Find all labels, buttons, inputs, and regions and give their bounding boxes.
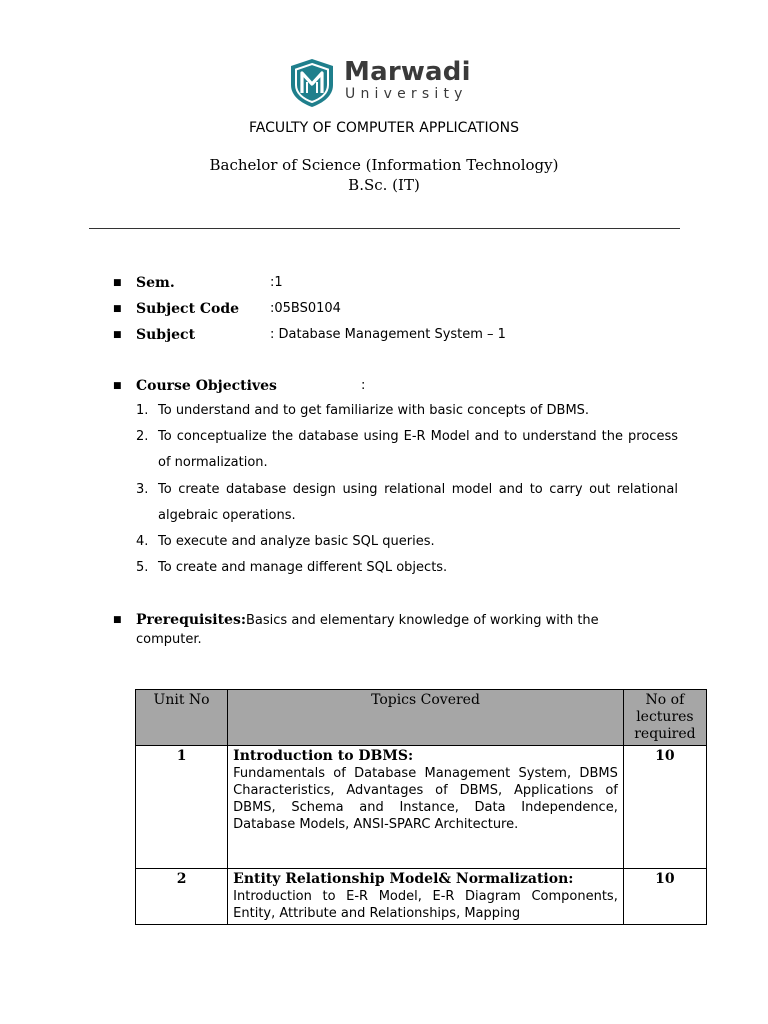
objective-item	[136, 398, 678, 424]
shield-logo-icon	[289, 58, 335, 108]
objective-text: To create database design using relational model and to carry out relational algebraic operations.	[158, 482, 678, 523]
unit-topics	[228, 746, 624, 869]
table-row	[136, 869, 707, 925]
sem-label: Sem.	[136, 275, 175, 291]
unit-description: Introduction to E-R Model, E-R Diagram Components, Entity, Attribute and Relationships, Mapping	[233, 889, 618, 921]
objectives-label: Course Objectives	[136, 378, 277, 394]
objective-item	[136, 477, 678, 529]
logo-name: Marwadi	[344, 57, 471, 87]
prerequisites	[136, 611, 636, 649]
objective-item	[136, 555, 678, 581]
subject-value: : Database Management System – 1	[270, 327, 506, 342]
bullet-icon: ■	[113, 278, 122, 288]
header-divider	[89, 228, 680, 229]
degree-title: Bachelor of Science (Information Technology)	[209, 156, 559, 174]
syllabus-table	[135, 689, 707, 925]
prerequisites-text: Basics and elementary knowledge of working with the computer.	[136, 613, 599, 647]
unit-title: Entity Relationship Model& Normalization:	[233, 871, 574, 887]
sem-value: :1	[270, 275, 283, 290]
objective-number: 3.	[136, 482, 149, 497]
faculty-title: FACULTY OF COMPUTER APPLICATIONS	[249, 120, 519, 136]
unit-description: Fundamentals of Database Management System, DBMS Characteristics, Advantages of DBMS, Applications of DBMS, Schema and Instance, Data Independence, Database Models, ANSI-SPARC Architecture.	[233, 766, 618, 832]
objective-text: To execute and analyze basic SQL queries.	[158, 534, 435, 549]
objective-text: To understand and to get familiarize with basic concepts of DBMS.	[158, 403, 590, 418]
university-logo	[289, 57, 489, 109]
objective-item	[136, 424, 678, 476]
objective-text: To conceptualize the database using E-R Model and to understand the process of normalization.	[158, 429, 678, 470]
subject-code-value: :05BS0104	[270, 301, 341, 316]
table-row	[136, 746, 707, 869]
objective-number: 5.	[136, 560, 149, 575]
objective-number: 4.	[136, 534, 149, 549]
header-lectures-required: No of lectures required	[623, 690, 706, 746]
unit-number: 1	[136, 746, 228, 869]
objective-number: 2.	[136, 429, 149, 444]
table-header-row	[136, 690, 707, 746]
degree-abbreviation: B.Sc. (IT)	[348, 176, 420, 194]
unit-number: 2	[136, 869, 228, 925]
objectives-colon: :	[361, 378, 366, 393]
unit-topics	[228, 869, 624, 925]
subject-code-label: Subject Code	[136, 301, 240, 317]
header-topics-covered: Topics Covered	[228, 690, 624, 746]
unit-title: Introduction to DBMS:	[233, 748, 414, 764]
unit-lectures: 10	[623, 746, 706, 869]
objective-text: To create and manage different SQL objects.	[158, 560, 448, 575]
objective-item	[136, 529, 678, 555]
unit-lectures: 10	[623, 869, 706, 925]
prerequisites-label: Prerequisites:	[136, 612, 247, 628]
bullet-icon: ■	[113, 304, 122, 314]
bullet-icon: ■	[113, 330, 122, 340]
logo-subtitle: University	[345, 86, 468, 102]
header-unit-no: Unit No	[136, 690, 228, 746]
bullet-icon: ■	[113, 381, 122, 391]
subject-label: Subject	[136, 327, 196, 343]
bullet-icon: ■	[113, 615, 122, 625]
objective-number: 1.	[136, 403, 149, 418]
